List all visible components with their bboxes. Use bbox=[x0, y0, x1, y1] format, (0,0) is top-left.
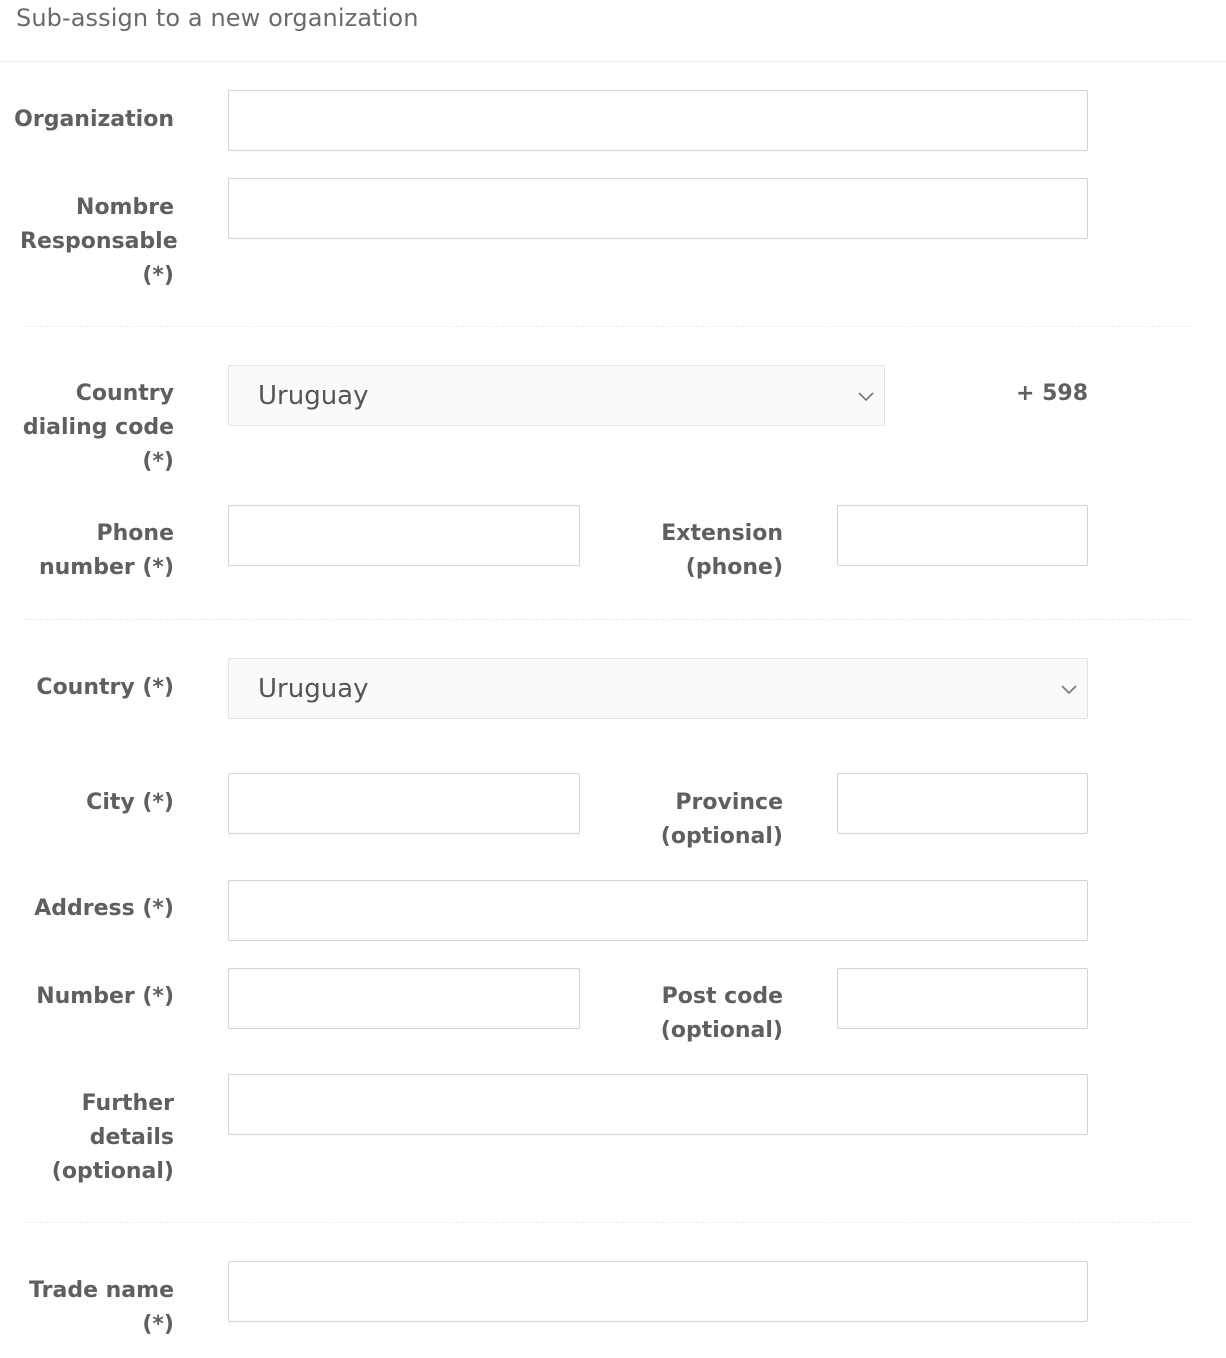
phone-number-input[interactable] bbox=[228, 505, 580, 566]
page-title: Sub-assign to a new organization bbox=[16, 4, 419, 32]
country-select[interactable] bbox=[228, 658, 1088, 719]
further-details-input[interactable] bbox=[228, 1074, 1088, 1135]
further-details-label: Further details (optional) bbox=[51, 1091, 174, 1184]
organization-label: Organization bbox=[14, 107, 174, 132]
city-input[interactable] bbox=[228, 773, 580, 834]
phone-number-label: Phone number (*) bbox=[38, 521, 174, 580]
extension-input[interactable] bbox=[837, 505, 1088, 566]
nombre-responsable-label: Nombre Responsable (*) bbox=[20, 195, 178, 288]
address-input[interactable] bbox=[228, 880, 1088, 941]
country-dialing-code-label: Country dialing code (*) bbox=[22, 381, 174, 474]
number-input[interactable] bbox=[228, 968, 580, 1029]
post-code-input[interactable] bbox=[837, 968, 1088, 1029]
country-dialing-code-select[interactable] bbox=[228, 365, 885, 426]
section-divider bbox=[25, 619, 1190, 620]
country-dialing-code-value: Uruguay bbox=[258, 381, 369, 411]
dialing-code-prefix: + 598 bbox=[1015, 381, 1088, 406]
number-label: Number (*) bbox=[36, 984, 174, 1009]
section-divider bbox=[25, 326, 1190, 327]
province-label: Province (optional) bbox=[660, 790, 783, 849]
province-input[interactable] bbox=[837, 773, 1088, 834]
trade-name-input[interactable] bbox=[228, 1261, 1088, 1322]
section-divider bbox=[25, 1222, 1190, 1223]
country-label: Country (*) bbox=[36, 675, 174, 700]
country-value: Uruguay bbox=[258, 674, 369, 704]
post-code-label: Post code (optional) bbox=[660, 984, 783, 1043]
nombre-responsable-input[interactable] bbox=[228, 178, 1088, 239]
extension-label: Extension (phone) bbox=[661, 521, 783, 580]
chevron-down-icon bbox=[1059, 679, 1079, 699]
organization-input[interactable] bbox=[228, 90, 1088, 151]
chevron-down-icon bbox=[856, 386, 876, 406]
city-label: City (*) bbox=[86, 790, 174, 815]
trade-name-label: Trade name (*) bbox=[29, 1278, 174, 1337]
address-label: Address (*) bbox=[34, 896, 174, 921]
